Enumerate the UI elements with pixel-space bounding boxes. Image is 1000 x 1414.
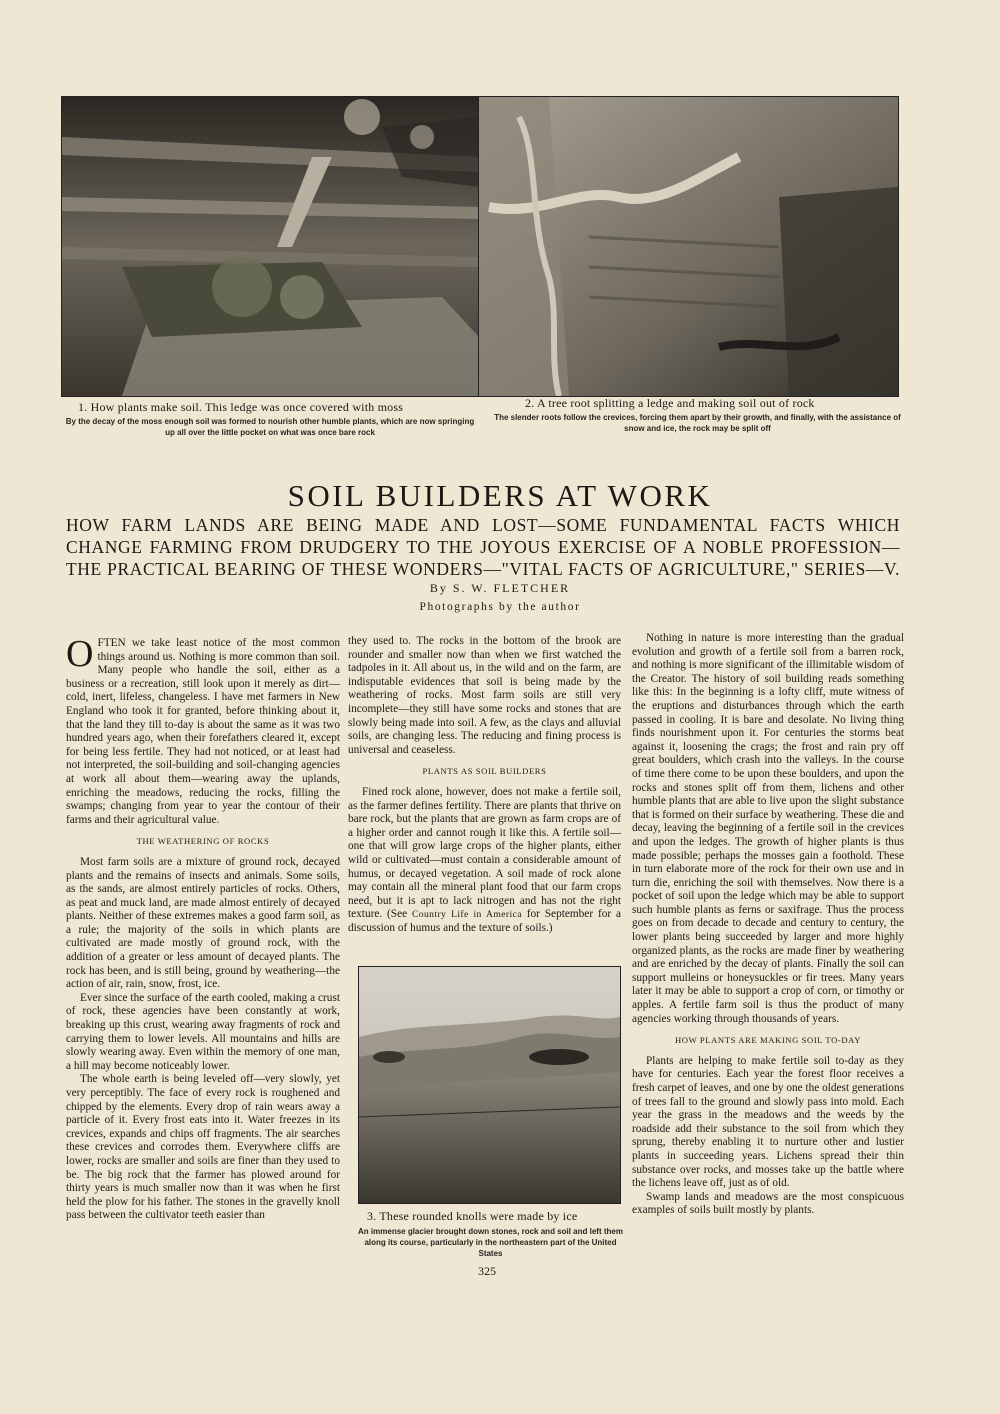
paragraph bbox=[348, 786, 621, 936]
drop-cap: O bbox=[66, 633, 94, 675]
paragraph-text: Fined rock alone, however, does not make a fertile soil, as the farmer defines fertility. There are plants that thrive on bare rock, but the plants that are grown as farm crops are of a higher order and cannot rough it like this. A fertile soil—one that will grow large crops of the higher plants, either wild or cultivated—must contain a considerable amount of humus, or decayed vegetation. A soil made of rock alone may contain all the mineral plant food that our farm crops need, but it is apt to lack nitrogen and has not the right texture. (See bbox=[348, 785, 621, 921]
photo-rounded-knolls bbox=[358, 966, 621, 1204]
figure-2-caption: The slender roots follow the crevices, forcing them apart by their growth, and finally, with the assistance of snow and ice, the rock may be split off bbox=[494, 413, 901, 433]
figure-3-caption: An immense glacier brought down stones, rock and soil and left them along its course, particularly in the northeastern part of the United States bbox=[358, 1227, 623, 1258]
photo-tree-root-ledge bbox=[478, 96, 899, 397]
paragraph: Ever since the surface of the earth cooled, making a crust of rock, these agencies have been constantly at work, breaking up this crust, wearing away fragments of rock and carrying them to lower levels. All mountains and hills are slowly wearing away. Even within the memory of one man, a hill may become noticeably lower. bbox=[66, 991, 340, 1072]
paragraph: they used to. The rocks in the bottom of the brook are rounder and smaller now than when we first watched the tadpoles in it. All about us, in the wild and on the farm, are indisputable evidences that soil is being made by the weathering of rocks. Most farm soils are still very incomplete—they still have some rocks and stones that are slowly being made into soil. A few, as the clays and alluvial soils, are changing less. The reducing and fining process is universal and ceaseless. bbox=[348, 635, 621, 756]
photo-rounded-knolls-image bbox=[359, 967, 620, 1203]
paragraph-text: FTEN we take least notice of the most common things around us. Nothing is more common than soil. Many people who handle the soil, either as a business or a recreation, still look upon it merely as dirt—cold, inert, lifeless, changeless. I have met farmers in New England who took it for granted, before thinking about it, that the land they till to-day is about the same as it was two hundred years ago, when their forefathers cleared it, except for being less fertile. They had not noticed, or at least had not interpreted, the soil-building and soil-changing agencies at work all about them—wearing away the uplands, enriching the meadows, reducing the rocks, filling the swamps; changing from year to year the contour of their farms and their agricultural value. bbox=[66, 637, 340, 826]
photo-credit: Photographs by the author bbox=[419, 601, 581, 613]
article-title: SOIL BUILDERS AT WORK bbox=[287, 478, 713, 513]
page-number: 325 bbox=[478, 1264, 496, 1278]
photo-moss-ledge bbox=[61, 96, 480, 397]
paragraph: The whole earth is being leveled off—very slowly, yet very perceptibly. The face of every rock is roughened and chipped by the elements. Every drop of rain wears away a particle of it. Every frost eats into it. Water freezes in its crevices, expands and chips off fragments. The air searches these crevices and corrodes them. Everywhere cliffs are lower, rocks are smaller and soils are finer than they used to be. The big rock that the farmer has plowed around for thirty years is much smaller now than it was when he first held the plow for his father. The stones in the gravelly knoll pass between the cultivator teeth easier than bbox=[66, 1073, 340, 1222]
article-subtitle: HOW FARM LANDS ARE BEING MADE AND LOST—SOME FUNDAMENTAL FACTS WHICH CHANGE FARMING FROM DRUDGERY TO THE JOYOUS EXERCISE OF A NOBLE PROFESSION—THE PRACTICAL BEARING OF THESE WONDERS—"VITAL FACTS OF AGRICULTURE," SERIES—V. bbox=[66, 515, 900, 579]
photo-moss-ledge-image bbox=[62, 97, 479, 396]
section-heading-plants: PLANTS AS SOIL BUILDERS bbox=[422, 766, 547, 777]
paragraph: Plants are helping to make fertile soil to-day as they have for centuries. Each year the forest floor receives a fresh carpet of leaves, and one by one the oldest generations of trees fall to the ground and slowly pass into mold. Each year the grass in the meadows and the weeds by the roadside add their substance to the soil from which they sprung, thereby enabling it to nurture other and lustier plants in succeeding years. Lichens spread their thin substance over rocks, and mosses take up the battle where the lichens leave off, just as of old. bbox=[632, 1054, 904, 1190]
figure-3-title: 3. These rounded knolls were made by ice bbox=[367, 1209, 578, 1223]
section-heading-today: HOW PLANTS ARE MAKING SOIL TO-DAY bbox=[674, 1035, 862, 1046]
paragraph-text: for September for a discussion of humus and the texture of soils.) bbox=[348, 908, 621, 934]
paragraph: Swamp lands and meadows are the most conspicuous examples of soils built mostly by plants. bbox=[632, 1190, 904, 1217]
paragraph bbox=[66, 633, 340, 827]
figure-2-title: 2. A tree root splitting a ledge and making soil out of rock bbox=[525, 396, 815, 410]
byline: By S. W. FLETCHER bbox=[429, 581, 571, 595]
figure-1-caption: By the decay of the moss enough soil was formed to nourish other humble plants, which are now springing up all over the little pocket on what was once bare rock bbox=[65, 417, 475, 437]
photo-tree-root-ledge-image bbox=[479, 97, 898, 396]
paragraph: Nothing in nature is more interesting than the gradual evolution and growth of a fertile soil from a barren rock, and nothing is more significant of the illimitable wisdom of the Creator. The history of soil building reads something like this: In the beginning is a lofty cliff, mute witness of the eruptions and disturbances through which the earth passed in cooling. It is bare and desolate. No living thing finds nourishment upon it. For centuries the storms beat against it, loosening the crags; the frost and rain pry off great boulders, which crash into the valleys. In the course of time there come to be upon these boulders, and upon the rocks and stones split off from them, lichens and other humble plants that are able to live upon the slight substance that is formed on their surface by weathering. These die and decay, leaving the beginning of a fertile soil in the crevices and upon the ledges. The growth of higher plants is thus made possible; perhaps the mosses gain a foothold. These in turn elaborate more of the rock for their own use and in turn die, enriching the soil with themselves. Now there is a pocket of soil upon the ledge which may be able to support such humble plants as ferns or saxifrage. Thus the process goes on from decade to decade and century to century, the lower plants being succeeded by larger and more highly organized plants, as the rocks are made finer by weathering and are enriched by the decay of plants. Finally the soil can support mulleins or honeysuckles or fir trees. Many years later it may be able to support a crop of corn, or timothy or apples. A fertile farm soil is thus the product of many agencies working through thousands of years. bbox=[632, 632, 904, 1025]
magazine-reference: Country Life in America bbox=[411, 909, 522, 921]
paragraph: Most farm soils are a mixture of ground rock, decayed plants and the remains of insects and animals. Some soils, as the sands, are almost entirely particles of rocks. Others, as peat and muck land, are made almost entirely of decayed plants. Neither of these extremes makes a good farm soil, as a rule; the majority of the soils in which plants are cultivated are made mostly of ground rock, with the addition of a greater or less amount of decayed plants. The rock has been, and is still being, ground by weathering—the action of air, rain, snow, frost, ice. bbox=[66, 855, 340, 991]
column-2 bbox=[348, 635, 621, 935]
column-1 bbox=[66, 633, 340, 1223]
column-3 bbox=[632, 632, 904, 1218]
figure-1-title: 1. How plants make soil. This ledge was once covered with moss bbox=[78, 400, 404, 414]
section-heading-weathering: THE WEATHERING OF ROCKS bbox=[136, 836, 270, 847]
